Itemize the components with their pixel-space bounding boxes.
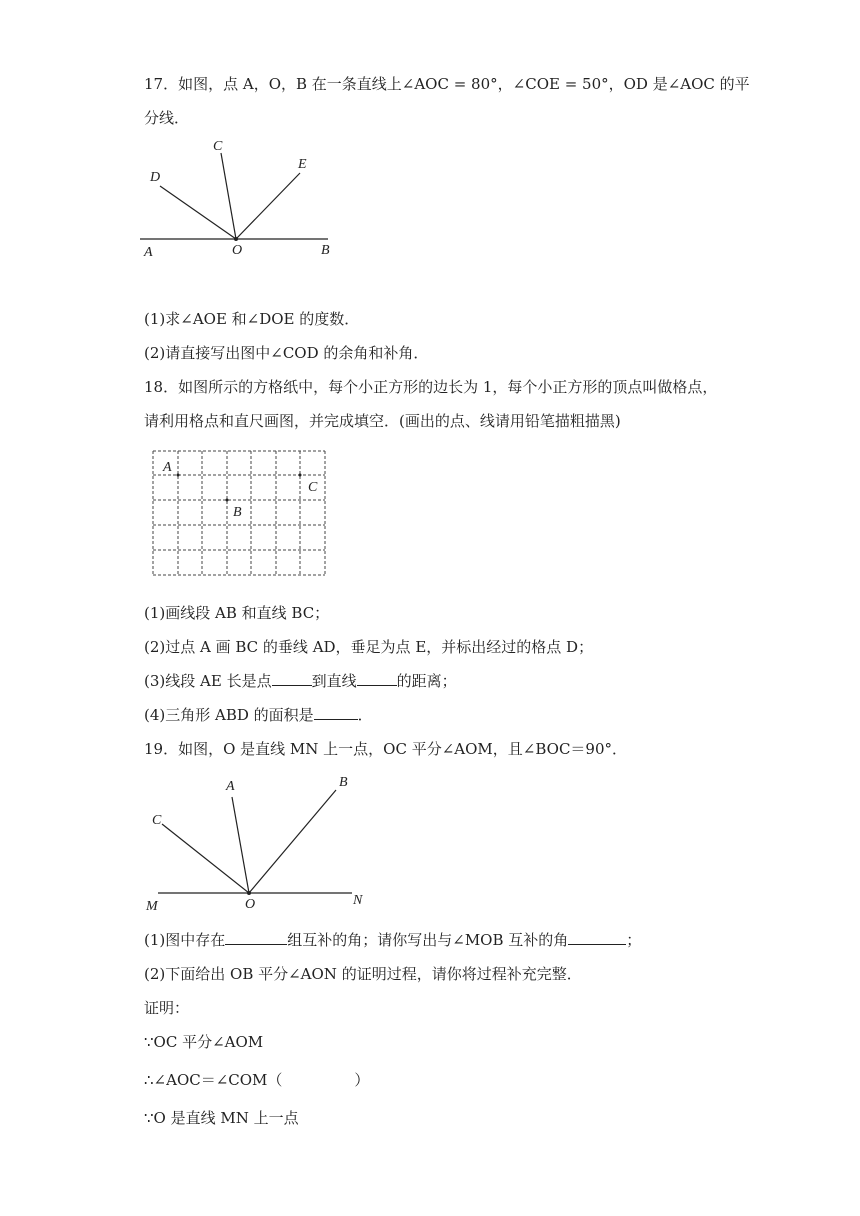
- label-o: O: [232, 243, 243, 258]
- q17-stem-line2: 分线．: [144, 109, 190, 127]
- q18-part3-text-a: (3)线段 AE 长是点: [144, 672, 272, 690]
- q19-part1-text-c: ；: [626, 931, 642, 949]
- point-c: [299, 474, 302, 477]
- q19-stem: 19．如图，O 是直线 MN 上一点，OC 平分∠AOM，且∠BOC＝90°．: [144, 740, 628, 758]
- q18-part4-text-a: (4)三角形 ABD 的面积是: [144, 706, 314, 724]
- q19-figure: [140, 770, 380, 915]
- q18-part4-text-b: ．: [357, 706, 373, 724]
- q18-blank-line[interactable]: [357, 671, 397, 686]
- label-a: A: [226, 779, 235, 794]
- label-m: M: [146, 899, 158, 914]
- q19-part1-text-a: (1)图中存在: [144, 931, 226, 949]
- q19-blank-angle[interactable]: [568, 930, 626, 945]
- q19-proof-step2-text-b: ）: [354, 1071, 370, 1089]
- q19-proof-step2: [144, 1070, 369, 1090]
- q17-part2: (2)请直接写出图中∠COD 的余角和补角．: [144, 344, 429, 362]
- q18-blank-area[interactable]: [314, 705, 358, 720]
- q19-part1-text-b: 组互补的角；请你写出与∠MOB 互补的角: [287, 931, 569, 949]
- ray-oa: [232, 797, 249, 893]
- point-b: [226, 499, 229, 502]
- q18-part1: (1)画线段 AB 和直线 BC；: [144, 604, 330, 622]
- ray-oc: [221, 153, 236, 239]
- point-o: [247, 891, 251, 895]
- q18-stem-line2: 请利用格点和直尺画图，并完成填空．(画出的点、线请用铅笔描粗描黑): [144, 412, 621, 430]
- q19-proof-step2-text-a: ∴∠AOC＝∠COM（: [144, 1071, 283, 1089]
- q19-proof-label: 证明：: [144, 999, 190, 1017]
- label-a: A: [163, 460, 172, 475]
- ray-ob: [249, 790, 336, 893]
- label-a: A: [144, 245, 153, 260]
- q18-part4: [144, 705, 373, 725]
- q18-part3: [144, 671, 457, 691]
- q18-part2: (2)过点 A 画 BC 的垂线 AD，垂足为点 E，并标出经过的格点 D；: [144, 638, 594, 656]
- q18-part3-text-b: 到直线: [311, 672, 357, 690]
- label-b: B: [321, 243, 330, 258]
- q18-stem-line1: 18．如图所示的方格纸中，每个小正方形的边长为 1，每个小正方形的顶点叫做格点，: [144, 378, 718, 396]
- q17-figure: [140, 135, 350, 265]
- q17-part1: (1)求∠AOE 和∠DOE 的度数．: [144, 310, 360, 328]
- label-b: B: [233, 505, 242, 520]
- q19-part2: (2)下面给出 OB 平分∠AON 的证明过程，请你将过程补充完整．: [144, 965, 582, 983]
- label-c: C: [152, 813, 162, 828]
- ray-od: [160, 186, 236, 239]
- ray-oe: [236, 173, 300, 239]
- label-n: N: [353, 893, 363, 908]
- q18-blank-point[interactable]: [272, 671, 312, 686]
- q19-blank-count[interactable]: [225, 930, 287, 945]
- label-e: E: [298, 157, 307, 172]
- q18-part3-text-c: 的距离；: [396, 672, 457, 690]
- label-o: O: [245, 897, 256, 912]
- ray-oc: [162, 824, 249, 893]
- point-a: [177, 474, 180, 477]
- label-b: B: [339, 775, 348, 790]
- q19-part1: [144, 930, 641, 950]
- q19-proof-step1: ∵OC 平分∠AOM: [144, 1033, 264, 1051]
- q19-proof-step3: ∵O 是直线 MN 上一点: [144, 1109, 299, 1127]
- label-c: C: [308, 480, 318, 495]
- label-d: D: [150, 170, 161, 185]
- q17-stem-line1: 17．如图，点 A，O，B 在一条直线上∠AOC = 80°，∠COE = 50°，OD 是∠AOC 的平: [144, 75, 750, 93]
- label-c: C: [213, 139, 223, 154]
- q18-grid-figure: [150, 447, 330, 579]
- point-o: [234, 237, 238, 241]
